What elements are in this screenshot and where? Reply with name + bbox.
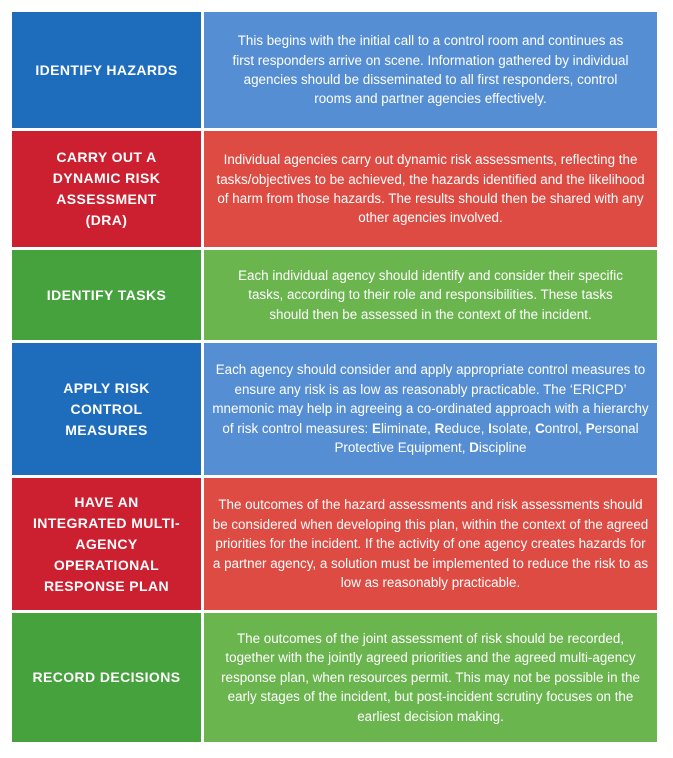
table-row xyxy=(12,131,657,247)
row-description xyxy=(204,131,657,247)
row-label: HAVE AN INTEGRATED MULTI-AGENCY OPERATIONAL RESPONSE PLAN xyxy=(12,478,201,610)
measure-initial: I xyxy=(488,420,492,436)
measure-initial: E xyxy=(372,420,381,436)
measure-initial: D xyxy=(469,440,479,456)
description-text: Each individual agency should identify and consider their specific tasks, according to their role and responsibilities. These tasks should then be assessed in the context of the incident. xyxy=(238,267,623,322)
measure-rest: liminate xyxy=(380,420,428,436)
row-label: IDENTIFY TASKS xyxy=(12,250,201,340)
row-description xyxy=(204,478,657,610)
description-text: The outcomes of the joint assessment of risk should be recorded, together with the jointly agreed priorities and the agreed multi-agency response plan, when resources permit. This may not be possible in the early stages of the incident, but post-incident scrutiny focuses on the earliest decision making. xyxy=(221,630,640,724)
description-text: Each agency should consider and apply appropriate control measures to ensure any risk is as low as reasonably practicable. The ‘ERICPD’ mnemonic may help in agreeing a co-ordinated approach with a hierarchy of risk control measures: Eliminate, Reduce, Isolate, Control, Personal Protective Equipment, Discipline xyxy=(212,362,649,456)
risk-assessment-table xyxy=(12,12,657,742)
measure-rest: educe xyxy=(444,420,481,436)
table-row xyxy=(12,343,657,475)
row-description xyxy=(204,250,657,340)
row-description xyxy=(204,12,657,128)
table-row xyxy=(12,250,657,340)
table-row xyxy=(12,613,657,742)
measure-rest: solate xyxy=(491,420,528,436)
description-intro: Each agency should consider and apply appropriate control measures to ensure any risk is as low as reasonably practicable. The ‘ERICPD’ mnemonic may help in agreeing a co-ordinated approach with a hierarchy of risk control measures: xyxy=(212,362,649,436)
description-text: The outcomes of the hazard assessments and risk assessments should be considered when developing this plan, within the context of the agreed priorities for the incident. If the activity of one agency creates hazards for a partner agency, a solution must be implemented to reduce the risk to as low as reasonably practicable. xyxy=(212,497,649,591)
row-description xyxy=(204,613,657,742)
row-label: IDENTIFY HAZARDS xyxy=(12,12,201,128)
row-description xyxy=(204,343,657,475)
table-row xyxy=(12,12,657,128)
description-text: This begins with the initial call to a control room and continues as first responders arrive on scene. Information gathered by individual agencies should be disseminated to all first responders, control rooms and partner agencies effectively. xyxy=(232,33,629,107)
measure-rest: iscipline xyxy=(478,440,527,456)
row-label: RECORD DECISIONS xyxy=(12,613,201,742)
table-row xyxy=(12,478,657,610)
measure-rest: ersonal Protective Equipment xyxy=(334,420,639,456)
measure-initial: R xyxy=(434,420,445,436)
measure-rest: ontrol xyxy=(544,420,579,436)
measure-initial: C xyxy=(535,420,545,436)
row-label: CARRY OUT A DYNAMIC RISK ASSESSMENT (DRA) xyxy=(12,131,201,247)
measure-initial: P xyxy=(585,420,595,436)
row-label: APPLY RISK CONTROL MEASURES xyxy=(12,343,201,475)
description-text: Individual agencies carry out dynamic risk assessments, reflecting the tasks/objectives to be achieved, the hazards identified and the likelihood of harm from those hazards. The results should then be shared with any other agencies involved. xyxy=(216,152,645,226)
